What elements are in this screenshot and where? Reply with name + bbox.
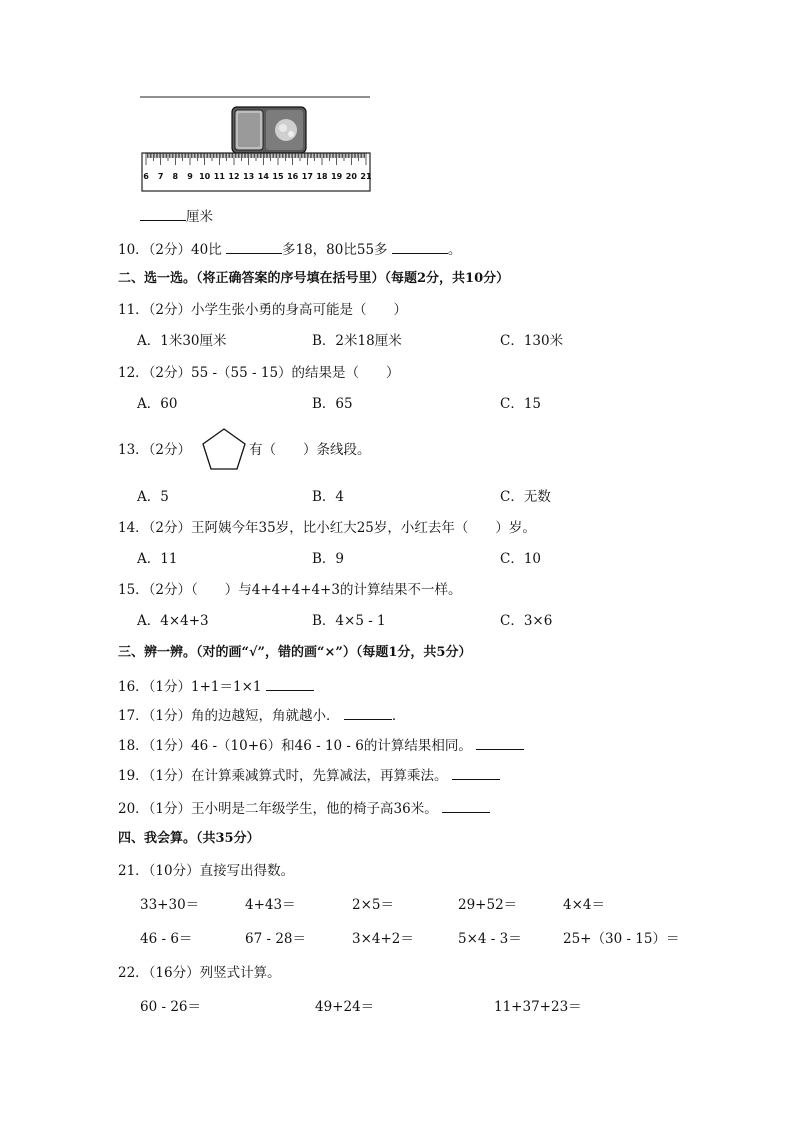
- q15-option-a[interactable]: A．4×4+3: [137, 613, 209, 629]
- ruler-tick-label: 21: [360, 172, 372, 181]
- ruler-tick-label: 13: [243, 172, 255, 181]
- q21-item: 3×4+2＝: [352, 931, 414, 947]
- q15-option-c[interactable]: C．3×6: [500, 613, 553, 629]
- answer-blank[interactable]: [266, 677, 314, 691]
- q12-option-c[interactable]: C．15: [500, 396, 542, 412]
- q19-text: 19．（1分）在计算乘减算式时，先算减法，再算乘法。: [118, 768, 448, 784]
- ruler-tick-label: 18: [316, 172, 328, 181]
- q13-prefix: 13．（2分）: [118, 442, 192, 458]
- q14-option-a[interactable]: A．11: [137, 551, 178, 567]
- section-3-heading: 三、辨一辨。（对的画“√”，错的画“×”）（每题1分，共5分）: [118, 645, 472, 660]
- answer-blank[interactable]: [344, 706, 392, 720]
- ruler-tick-label: 19: [331, 172, 343, 181]
- question-19: [118, 766, 500, 785]
- question-20: [118, 799, 490, 818]
- ruler-tick-label: 17: [301, 172, 313, 181]
- q21-item: 4×4＝: [563, 897, 605, 913]
- q10-prefix: 10．（2分）40比: [118, 242, 222, 258]
- question-16: [118, 677, 314, 696]
- pentagon-figure: [201, 427, 247, 475]
- question-11: 11．（2分）小学生张小勇的身高可能是（ ）: [118, 302, 408, 318]
- ruler-tick-label: 12: [228, 172, 240, 181]
- ruler-tick-label: 16: [287, 172, 299, 181]
- q20-text: 20．（1分）王小明是二年级学生，他的椅子高36米。: [118, 801, 438, 817]
- ruler-tick-label: 20: [345, 172, 357, 181]
- q14-option-b[interactable]: B．9: [312, 551, 345, 567]
- answer-blank[interactable]: [226, 240, 282, 254]
- q21-item: 4+43＝: [245, 897, 296, 913]
- ruler-tick-label: 9: [187, 172, 193, 181]
- q22-item: 11+37+23＝: [494, 999, 582, 1015]
- q21-item: 46 - 6＝: [140, 931, 193, 947]
- q10-suffix: 。: [447, 242, 462, 258]
- q22-item: 49+24＝: [315, 999, 375, 1015]
- q11-option-c[interactable]: C．130米: [500, 333, 564, 349]
- q21-item: 33+30＝: [140, 897, 200, 913]
- q21-item: 29+52＝: [458, 897, 518, 913]
- ruler-tick-label: 6: [143, 172, 149, 181]
- section-4-heading: 四、我会算。（共35分）: [118, 831, 260, 846]
- ruler-tick-label: 15: [272, 172, 284, 181]
- q16-text: 16．（1分）1+1＝1×1: [118, 679, 262, 695]
- question-21: 21．（10分）直接写出得数。: [118, 863, 295, 879]
- q22-item: 60 - 26＝: [140, 999, 202, 1015]
- question-22: 22．（16分）列竖式计算。: [118, 965, 281, 981]
- q14-option-c[interactable]: C．10: [500, 551, 542, 567]
- q11-option-a[interactable]: A．1米30厘米: [137, 333, 227, 349]
- ruler-eraser-illustration: [140, 95, 372, 195]
- answer-blank[interactable]: [392, 240, 448, 254]
- q13-option-b[interactable]: B．4: [312, 489, 345, 505]
- q15-option-b[interactable]: B．4×5 - 1: [312, 613, 386, 629]
- ruler-tick-label: 10: [199, 172, 211, 181]
- question-15: 15．（2分）（ ）与4+4+4+4+3的计算结果不一样。: [118, 582, 462, 598]
- q13-suffix: 有（ ）条线段。: [249, 442, 371, 458]
- section-2-heading: 二、选一选。（将正确答案的序号填在括号里）（每题2分，共10分）: [118, 271, 510, 286]
- q17-suffix: ．: [391, 708, 406, 724]
- question-14: 14．（2分）王阿姨今年35岁，比小红大25岁，小红去年（ ）岁。: [118, 520, 536, 536]
- q21-item: 67 - 28＝: [245, 931, 307, 947]
- ruler-tick-label: 8: [172, 172, 179, 181]
- answer-blank[interactable]: [452, 766, 500, 780]
- q18-text: 18．（1分）46 -（10+6）和46 - 10 - 6的计算结果相同。: [118, 738, 472, 754]
- q21-item: 2×5＝: [352, 897, 394, 913]
- q9-answer-line: [140, 207, 213, 226]
- q12-option-a[interactable]: A．60: [137, 396, 178, 412]
- answer-blank[interactable]: [140, 207, 186, 221]
- question-10: [118, 240, 461, 259]
- question-17: [118, 706, 405, 725]
- ruler-tick-label: 11: [213, 172, 225, 181]
- question-13: [118, 441, 191, 459]
- ruler-tick-label: 7: [157, 172, 164, 181]
- q21-item: 5×4 - 3＝: [458, 931, 522, 947]
- answer-blank[interactable]: [476, 736, 524, 750]
- ruler-eraser-figure: [140, 95, 372, 195]
- q13-option-c[interactable]: C．无数: [500, 489, 551, 505]
- answer-blank[interactable]: [442, 799, 490, 813]
- q10-mid: 多18，80比55多: [282, 242, 388, 258]
- q12-option-b[interactable]: B．65: [312, 396, 353, 412]
- unit-label: 厘米: [186, 209, 213, 225]
- q13-option-a[interactable]: A．5: [137, 489, 169, 505]
- q17-text: 17．（1分）角的边越短，角就越小．: [118, 708, 340, 724]
- pentagon-shape: [201, 427, 247, 471]
- ruler-tick-label: 14: [257, 172, 269, 181]
- question-12: 12．（2分）55 -（55 - 15）的结果是（ ）: [118, 365, 400, 381]
- q11-option-b[interactable]: B．2米18厘米: [312, 333, 402, 349]
- q21-item: 25+（30 - 15）＝: [563, 931, 680, 947]
- question-18: [118, 736, 524, 755]
